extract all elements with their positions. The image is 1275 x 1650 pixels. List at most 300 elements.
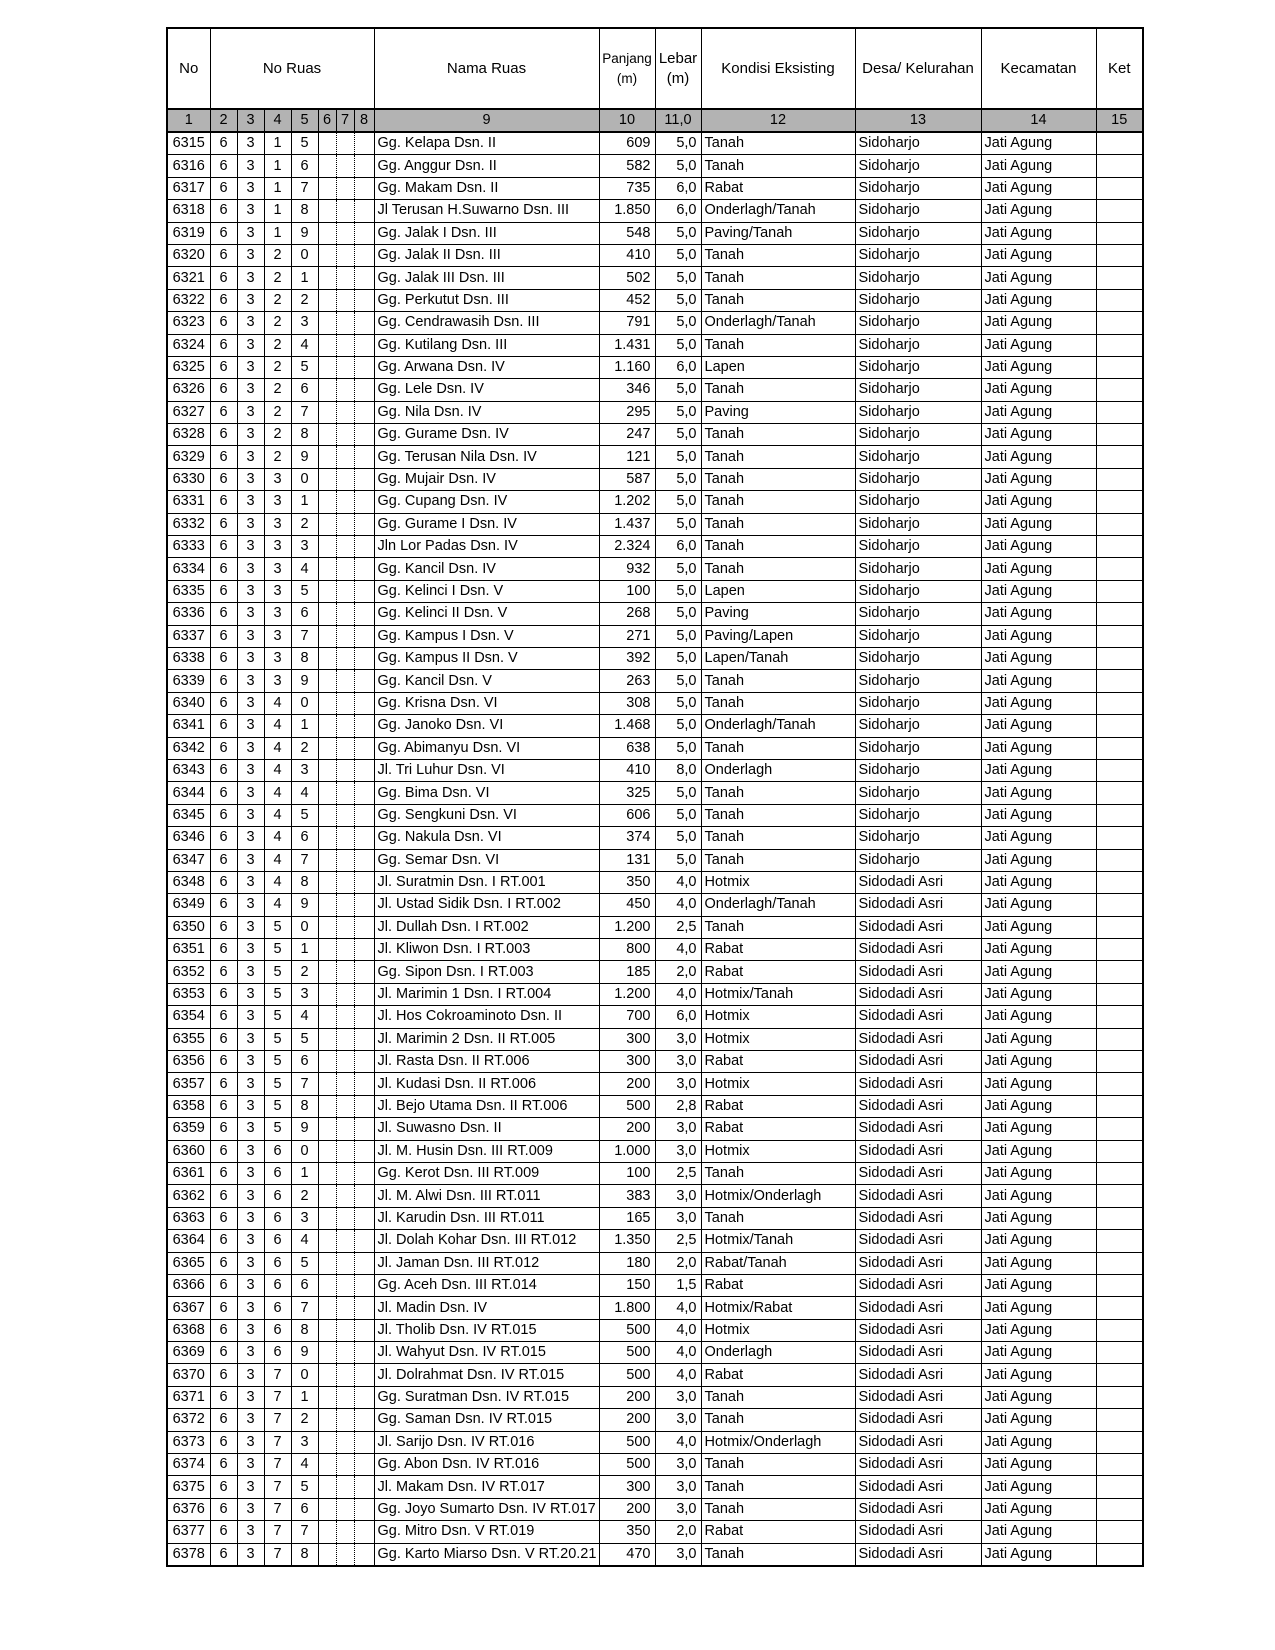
cell-ket	[1096, 177, 1143, 199]
table-row	[167, 513, 1143, 535]
cell-kecamatan: Jati Agung	[981, 894, 1096, 916]
table-row	[167, 939, 1143, 961]
cell-kecamatan: Jati Agung	[981, 491, 1096, 513]
cell-ruas-blank	[336, 1095, 354, 1117]
cell-no: 6378	[167, 1543, 210, 1566]
cell-no: 6321	[167, 267, 210, 289]
cell-ruas-digit: 4	[264, 804, 291, 826]
column-number: 10	[599, 109, 655, 132]
cell-ruas-digit: 5	[264, 961, 291, 983]
cell-ruas-blank	[354, 1230, 374, 1252]
cell-ruas-digit: 7	[291, 625, 318, 647]
cell-ruas-digit: 1	[264, 132, 291, 155]
cell-ruas-blank	[354, 1431, 374, 1453]
cell-ruas-digit: 3	[237, 804, 264, 826]
cell-ruas-digit: 8	[291, 871, 318, 893]
cell-ruas-digit: 4	[264, 715, 291, 737]
cell-nama-ruas: Jl. Ustad Sidik Dsn. I RT.002	[374, 894, 599, 916]
cell-kecamatan: Jati Agung	[981, 961, 1096, 983]
cell-kondisi: Tanah	[701, 334, 855, 356]
cell-lebar: 4,0	[655, 894, 701, 916]
cell-ruas-digit: 6	[210, 491, 237, 513]
cell-kondisi: Tanah	[701, 782, 855, 804]
cell-nama-ruas: Gg. Sengkuni Dsn. VI	[374, 804, 599, 826]
cell-ruas-blank	[354, 1454, 374, 1476]
cell-kondisi: Hotmix	[701, 1140, 855, 1162]
cell-ruas-blank	[354, 939, 374, 961]
cell-nama-ruas: Jl. Marimin 1 Dsn. I RT.004	[374, 983, 599, 1005]
table-row	[167, 1386, 1143, 1408]
cell-panjang: 346	[599, 379, 655, 401]
cell-desa: Sidoharjo	[855, 222, 981, 244]
table-row	[167, 670, 1143, 692]
cell-ruas-digit: 3	[237, 1274, 264, 1296]
header-no: No	[167, 28, 210, 109]
table-row	[167, 647, 1143, 669]
cell-no: 6353	[167, 983, 210, 1005]
cell-ket	[1096, 670, 1143, 692]
cell-ruas-blank	[318, 961, 336, 983]
cell-ruas-digit: 6	[210, 1431, 237, 1453]
cell-ket	[1096, 1230, 1143, 1252]
cell-desa: Sidodadi Asri	[855, 1431, 981, 1453]
cell-ruas-digit: 6	[210, 513, 237, 535]
cell-ket	[1096, 1498, 1143, 1520]
cell-ruas-digit: 3	[237, 692, 264, 714]
cell-ruas-blank	[318, 647, 336, 669]
cell-ket	[1096, 827, 1143, 849]
cell-ruas-blank	[354, 1162, 374, 1184]
cell-ruas-blank	[336, 782, 354, 804]
cell-ruas-digit: 6	[210, 177, 237, 199]
table-row	[167, 1162, 1143, 1184]
cell-ruas-digit: 6	[210, 468, 237, 490]
cell-kecamatan: Jati Agung	[981, 1342, 1096, 1364]
cell-ket	[1096, 1454, 1143, 1476]
cell-ruas-digit: 6	[210, 356, 237, 378]
cell-panjang: 606	[599, 804, 655, 826]
cell-no: 6356	[167, 1051, 210, 1073]
cell-lebar: 5,0	[655, 513, 701, 535]
cell-nama-ruas: Jl. M. Husin Dsn. III RT.009	[374, 1140, 599, 1162]
table-row	[167, 603, 1143, 625]
cell-ruas-digit: 3	[237, 1454, 264, 1476]
cell-kondisi: Tanah	[701, 827, 855, 849]
cell-nama-ruas: Jl. Suratmin Dsn. I RT.001	[374, 871, 599, 893]
cell-ket	[1096, 200, 1143, 222]
cell-ruas-digit: 7	[291, 1073, 318, 1095]
cell-ruas-digit: 6	[210, 1476, 237, 1498]
cell-ruas-digit: 6	[210, 983, 237, 1005]
cell-kecamatan: Jati Agung	[981, 849, 1096, 871]
cell-nama-ruas: Jl Terusan H.Suwarno Dsn. III	[374, 200, 599, 222]
cell-ket	[1096, 1118, 1143, 1140]
cell-ket	[1096, 558, 1143, 580]
cell-no: 6342	[167, 737, 210, 759]
cell-ruas-blank	[318, 625, 336, 647]
cell-ruas-digit: 3	[237, 1051, 264, 1073]
cell-ruas-blank	[354, 155, 374, 177]
cell-ruas-digit: 5	[264, 1006, 291, 1028]
cell-nama-ruas: Jl. Makam Dsn. IV RT.017	[374, 1476, 599, 1498]
cell-ruas-digit: 9	[291, 894, 318, 916]
cell-ruas-digit: 6	[210, 715, 237, 737]
cell-ruas-blank	[318, 1342, 336, 1364]
cell-ruas-digit: 7	[264, 1476, 291, 1498]
cell-kondisi: Hotmix	[701, 1319, 855, 1341]
cell-nama-ruas: Jl. Tri Luhur Dsn. VI	[374, 759, 599, 781]
cell-desa: Sidoharjo	[855, 289, 981, 311]
cell-ruas-blank	[336, 916, 354, 938]
cell-ruas-digit: 2	[264, 334, 291, 356]
cell-ruas-digit: 6	[264, 1230, 291, 1252]
cell-ruas-digit: 4	[264, 759, 291, 781]
cell-ruas-blank	[336, 804, 354, 826]
cell-lebar: 5,0	[655, 558, 701, 580]
cell-ruas-digit: 3	[237, 558, 264, 580]
cell-ruas-digit: 1	[264, 155, 291, 177]
cell-ruas-blank	[318, 983, 336, 1005]
cell-ruas-digit: 3	[237, 1476, 264, 1498]
cell-ruas-blank	[336, 1386, 354, 1408]
cell-no: 6365	[167, 1252, 210, 1274]
cell-no: 6335	[167, 580, 210, 602]
cell-ruas-digit: 6	[210, 1051, 237, 1073]
cell-ruas-blank	[336, 491, 354, 513]
cell-ruas-digit: 3	[237, 424, 264, 446]
cell-ruas-blank	[354, 782, 374, 804]
cell-nama-ruas: Gg. Bima Dsn. VI	[374, 782, 599, 804]
cell-ruas-blank	[354, 1498, 374, 1520]
cell-ruas-digit: 3	[291, 536, 318, 558]
cell-ruas-blank	[336, 289, 354, 311]
cell-kecamatan: Jati Agung	[981, 580, 1096, 602]
cell-ruas-blank	[354, 1364, 374, 1386]
cell-panjang: 100	[599, 580, 655, 602]
cell-desa: Sidoharjo	[855, 625, 981, 647]
cell-ruas-digit: 6	[210, 244, 237, 266]
cell-no: 6363	[167, 1207, 210, 1229]
cell-ruas-blank	[318, 692, 336, 714]
cell-ruas-digit: 6	[210, 603, 237, 625]
cell-ket	[1096, 1207, 1143, 1229]
cell-ruas-digit: 6	[210, 289, 237, 311]
cell-ruas-digit: 6	[210, 1274, 237, 1296]
table-row	[167, 580, 1143, 602]
cell-ruas-digit: 6	[264, 1185, 291, 1207]
cell-kecamatan: Jati Agung	[981, 759, 1096, 781]
cell-nama-ruas: Jl. Marimin 2 Dsn. II RT.005	[374, 1028, 599, 1050]
table-row	[167, 983, 1143, 1005]
table-row	[167, 916, 1143, 938]
cell-panjang: 200	[599, 1118, 655, 1140]
cell-nama-ruas: Jl. Dullah Dsn. I RT.002	[374, 916, 599, 938]
cell-ruas-digit: 4	[291, 1454, 318, 1476]
cell-ruas-blank	[318, 1162, 336, 1184]
cell-no: 6318	[167, 200, 210, 222]
cell-nama-ruas: Jl. Dolah Kohar Dsn. III RT.012	[374, 1230, 599, 1252]
cell-ruas-blank	[318, 1521, 336, 1543]
cell-ruas-digit: 2	[264, 379, 291, 401]
cell-ruas-digit: 6	[210, 1028, 237, 1050]
cell-panjang: 500	[599, 1095, 655, 1117]
cell-no: 6375	[167, 1476, 210, 1498]
cell-ruas-blank	[336, 1073, 354, 1095]
cell-ruas-digit: 3	[237, 289, 264, 311]
cell-ruas-blank	[336, 1454, 354, 1476]
cell-ruas-digit: 8	[291, 647, 318, 669]
cell-kecamatan: Jati Agung	[981, 1162, 1096, 1184]
cell-ruas-blank	[336, 1252, 354, 1274]
cell-ruas-digit: 7	[264, 1364, 291, 1386]
cell-kondisi: Lapen/Tanah	[701, 647, 855, 669]
cell-ruas-digit: 6	[210, 1207, 237, 1229]
cell-kecamatan: Jati Agung	[981, 1230, 1096, 1252]
cell-ruas-blank	[336, 312, 354, 334]
cell-ruas-digit: 3	[237, 446, 264, 468]
cell-ruas-blank	[354, 446, 374, 468]
cell-no: 6358	[167, 1095, 210, 1117]
cell-desa: Sidoharjo	[855, 424, 981, 446]
cell-ruas-blank	[318, 1431, 336, 1453]
cell-ruas-digit: 6	[291, 1274, 318, 1296]
cell-ruas-digit: 3	[237, 871, 264, 893]
cell-kondisi: Tanah	[701, 1207, 855, 1229]
cell-no: 6359	[167, 1118, 210, 1140]
cell-lebar: 6,0	[655, 536, 701, 558]
cell-nama-ruas: Gg. Krisna Dsn. VI	[374, 692, 599, 714]
cell-panjang: 800	[599, 939, 655, 961]
cell-nama-ruas: Gg. Kancil Dsn. IV	[374, 558, 599, 580]
cell-ruas-digit: 3	[264, 603, 291, 625]
cell-ruas-digit: 6	[210, 424, 237, 446]
cell-ruas-digit: 7	[291, 177, 318, 199]
cell-ruas-blank	[336, 446, 354, 468]
cell-ruas-blank	[318, 1185, 336, 1207]
cell-ruas-blank	[318, 1028, 336, 1050]
cell-ruas-blank	[318, 827, 336, 849]
cell-nama-ruas: Gg. Kampus II Dsn. V	[374, 647, 599, 669]
cell-lebar: 4,0	[655, 1342, 701, 1364]
cell-ruas-digit: 3	[237, 782, 264, 804]
table-row	[167, 536, 1143, 558]
cell-lebar: 3,0	[655, 1207, 701, 1229]
cell-panjang: 200	[599, 1073, 655, 1095]
cell-ruas-digit: 3	[237, 468, 264, 490]
cell-ruas-blank	[354, 289, 374, 311]
cell-ruas-digit: 2	[264, 401, 291, 423]
cell-ruas-blank	[318, 1118, 336, 1140]
cell-ruas-digit: 6	[210, 1364, 237, 1386]
cell-ket	[1096, 804, 1143, 826]
cell-kecamatan: Jati Agung	[981, 1543, 1096, 1566]
cell-ruas-blank	[318, 491, 336, 513]
cell-panjang: 638	[599, 737, 655, 759]
cell-panjang: 502	[599, 267, 655, 289]
cell-ruas-blank	[354, 759, 374, 781]
cell-ruas-digit: 3	[264, 625, 291, 647]
table-row	[167, 312, 1143, 334]
header-lebar: Lebar (m)	[655, 28, 701, 109]
cell-ruas-digit: 6	[210, 894, 237, 916]
cell-kecamatan: Jati Agung	[981, 1028, 1096, 1050]
cell-kecamatan: Jati Agung	[981, 1409, 1096, 1431]
cell-ruas-blank	[354, 1118, 374, 1140]
cell-ket	[1096, 356, 1143, 378]
column-number: 12	[701, 109, 855, 132]
cell-ruas-digit: 3	[264, 536, 291, 558]
cell-desa: Sidoharjo	[855, 334, 981, 356]
table-row	[167, 1252, 1143, 1274]
cell-ruas-digit: 3	[237, 379, 264, 401]
cell-kondisi: Tanah	[701, 155, 855, 177]
cell-nama-ruas: Gg. Nila Dsn. IV	[374, 401, 599, 423]
table-row	[167, 1454, 1143, 1476]
cell-desa: Sidoharjo	[855, 647, 981, 669]
cell-desa: Sidodadi Asri	[855, 1006, 981, 1028]
header-no-ruas: No Ruas	[210, 28, 374, 109]
cell-ruas-digit: 7	[291, 1297, 318, 1319]
table-row	[167, 782, 1143, 804]
table-row	[167, 1140, 1143, 1162]
cell-ruas-digit: 1	[291, 1162, 318, 1184]
cell-ruas-blank	[354, 536, 374, 558]
cell-kecamatan: Jati Agung	[981, 1207, 1096, 1229]
cell-no: 6357	[167, 1073, 210, 1095]
cell-ruas-digit: 6	[210, 155, 237, 177]
cell-kecamatan: Jati Agung	[981, 513, 1096, 535]
cell-lebar: 5,0	[655, 692, 701, 714]
cell-kondisi: Paving	[701, 603, 855, 625]
cell-kondisi: Hotmix	[701, 1006, 855, 1028]
cell-desa: Sidodadi Asri	[855, 871, 981, 893]
cell-lebar: 2,5	[655, 1230, 701, 1252]
cell-desa: Sidoharjo	[855, 603, 981, 625]
cell-nama-ruas: Gg. Cendrawasih Dsn. III	[374, 312, 599, 334]
cell-ruas-digit: 6	[210, 804, 237, 826]
cell-lebar: 2,0	[655, 1252, 701, 1274]
cell-ruas-blank	[318, 177, 336, 199]
cell-no: 6339	[167, 670, 210, 692]
cell-ruas-blank	[336, 1118, 354, 1140]
cell-ruas-digit: 4	[264, 894, 291, 916]
cell-ruas-blank	[354, 1386, 374, 1408]
cell-nama-ruas: Gg. Semar Dsn. VI	[374, 849, 599, 871]
cell-no: 6315	[167, 132, 210, 155]
cell-ruas-digit: 7	[264, 1498, 291, 1520]
cell-desa: Sidodadi Asri	[855, 1498, 981, 1520]
cell-no: 6352	[167, 961, 210, 983]
cell-ruas-digit: 3	[237, 267, 264, 289]
cell-ruas-digit: 6	[210, 401, 237, 423]
cell-desa: Sidodadi Asri	[855, 1409, 981, 1431]
cell-ruas-digit: 3	[237, 1297, 264, 1319]
cell-ruas-digit: 3	[237, 625, 264, 647]
cell-ket	[1096, 692, 1143, 714]
cell-ruas-digit: 3	[237, 1319, 264, 1341]
cell-ruas-blank	[318, 401, 336, 423]
table-row	[167, 200, 1143, 222]
table-row	[167, 267, 1143, 289]
cell-ruas-blank	[354, 1028, 374, 1050]
cell-kecamatan: Jati Agung	[981, 379, 1096, 401]
table-row	[167, 625, 1143, 647]
cell-ket	[1096, 132, 1143, 155]
cell-ruas-digit: 3	[237, 536, 264, 558]
cell-ruas-digit: 3	[264, 491, 291, 513]
cell-lebar: 4,0	[655, 1364, 701, 1386]
cell-no: 6373	[167, 1431, 210, 1453]
cell-ruas-digit: 6	[210, 1454, 237, 1476]
cell-kecamatan: Jati Agung	[981, 1319, 1096, 1341]
cell-ruas-digit: 6	[210, 222, 237, 244]
cell-ruas-blank	[318, 446, 336, 468]
table-row	[167, 1118, 1143, 1140]
cell-lebar: 5,0	[655, 446, 701, 468]
column-number: 7	[336, 109, 354, 132]
cell-kondisi: Rabat/Tanah	[701, 1252, 855, 1274]
cell-kondisi: Tanah	[701, 1409, 855, 1431]
cell-ruas-blank	[354, 603, 374, 625]
cell-ruas-digit: 3	[237, 1252, 264, 1274]
cell-ruas-digit: 2	[264, 312, 291, 334]
cell-kecamatan: Jati Agung	[981, 737, 1096, 759]
cell-panjang: 410	[599, 759, 655, 781]
cell-ruas-blank	[354, 1006, 374, 1028]
cell-ruas-blank	[318, 1543, 336, 1566]
cell-ruas-digit: 6	[210, 558, 237, 580]
cell-ruas-blank	[318, 1207, 336, 1229]
cell-ruas-blank	[318, 132, 336, 155]
cell-kondisi: Onderlagh	[701, 759, 855, 781]
cell-ruas-digit: 3	[237, 670, 264, 692]
cell-lebar: 5,0	[655, 670, 701, 692]
cell-ruas-blank	[336, 849, 354, 871]
cell-ruas-digit: 5	[291, 1476, 318, 1498]
cell-ket	[1096, 1342, 1143, 1364]
cell-ruas-digit: 3	[237, 1386, 264, 1408]
cell-ruas-blank	[336, 1140, 354, 1162]
cell-kondisi: Tanah	[701, 692, 855, 714]
cell-ruas-blank	[336, 1498, 354, 1520]
cell-ruas-digit: 3	[237, 983, 264, 1005]
cell-ruas-blank	[336, 580, 354, 602]
cell-lebar: 5,0	[655, 625, 701, 647]
cell-ket	[1096, 849, 1143, 871]
cell-panjang: 350	[599, 871, 655, 893]
cell-ruas-blank	[336, 1476, 354, 1498]
cell-desa: Sidoharjo	[855, 446, 981, 468]
cell-ruas-blank	[336, 424, 354, 446]
cell-ruas-blank	[354, 983, 374, 1005]
cell-kecamatan: Jati Agung	[981, 558, 1096, 580]
cell-ruas-digit: 3	[237, 715, 264, 737]
cell-ruas-blank	[336, 1230, 354, 1252]
cell-lebar: 5,0	[655, 267, 701, 289]
cell-ruas-digit: 7	[264, 1386, 291, 1408]
cell-no: 6330	[167, 468, 210, 490]
cell-nama-ruas: Gg. Mitro Dsn. V RT.019	[374, 1521, 599, 1543]
cell-ruas-blank	[318, 1386, 336, 1408]
cell-kondisi: Onderlagh	[701, 1342, 855, 1364]
cell-kondisi: Onderlagh/Tanah	[701, 894, 855, 916]
table-row	[167, 1230, 1143, 1252]
cell-ruas-digit: 6	[210, 1118, 237, 1140]
cell-panjang: 735	[599, 177, 655, 199]
cell-ruas-digit: 5	[264, 1028, 291, 1050]
cell-ruas-blank	[336, 1297, 354, 1319]
cell-lebar: 3,0	[655, 1476, 701, 1498]
